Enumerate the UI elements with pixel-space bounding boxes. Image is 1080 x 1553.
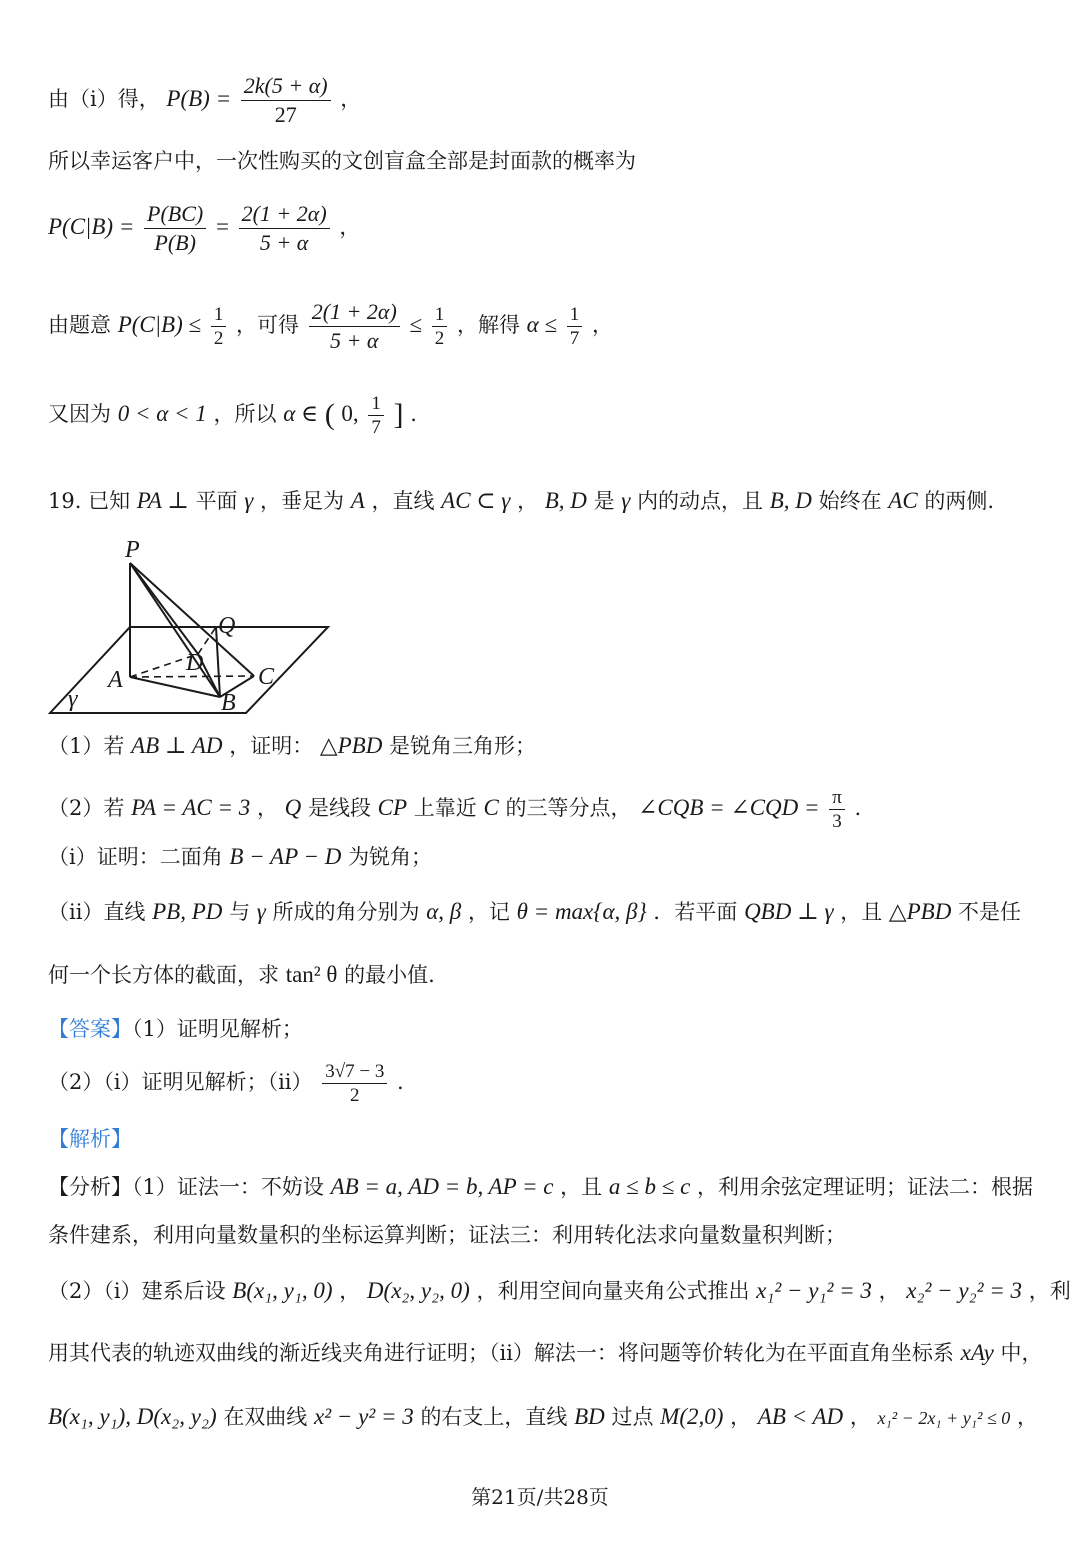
left-paren: ( <box>324 398 335 431</box>
solution-line-1 <box>48 72 361 129</box>
math-expr: PA ⊥ <box>136 488 189 513</box>
text: ， <box>730 1405 752 1429</box>
label-P: P <box>125 537 140 563</box>
solution-line-4 <box>48 298 613 355</box>
math-expr: M(2,0) <box>660 1404 724 1429</box>
math-expr: AB = a, AD = b, AP = c <box>330 1174 554 1199</box>
right-bracket: ] <box>393 398 404 431</box>
text: ，记 <box>467 900 510 924</box>
text: 不是任 <box>958 900 1021 924</box>
math-expr: α, β <box>426 899 462 924</box>
math-expr: θ = max{α, β} <box>516 899 647 924</box>
text: 在双曲线 <box>223 1405 308 1429</box>
fraction <box>567 303 583 350</box>
edge-AC-dashed <box>130 676 254 677</box>
fraction <box>211 303 227 350</box>
math-expr: P(C|B) ≤ <box>117 312 202 337</box>
math-expr: AB ⊥ AD <box>131 733 223 758</box>
text: （1）证明见解析； <box>132 1017 303 1041</box>
question-part-2-i <box>48 842 432 872</box>
text: 何一个长方体的截面，求 <box>48 963 279 987</box>
math-expr: B, D <box>769 488 812 513</box>
text: ，可得 <box>236 313 300 337</box>
fraction <box>241 72 331 129</box>
math-expr: BD <box>574 1404 605 1429</box>
text: ， <box>878 1279 900 1303</box>
question-part-1 <box>48 731 536 761</box>
text: （ii）直线 <box>48 900 146 924</box>
text: ， <box>339 1279 361 1303</box>
fenxi-line-1 <box>48 1172 1033 1202</box>
fraction-numerator: 2k(5 + α) <box>243 73 328 98</box>
math-expr: A <box>350 488 365 513</box>
math-expr: B − AP − D <box>229 844 342 869</box>
question-part-2 <box>48 786 861 833</box>
fraction-denominator: 7 <box>368 415 384 439</box>
fenxi-tag: 【分析】 <box>48 1175 132 1199</box>
fenxi-line-5 <box>48 1402 1038 1433</box>
math-expr: x₁² − y₁² = 3 <box>756 1278 872 1303</box>
math-expr: = <box>215 214 229 239</box>
text: （2）（i）建系后设 <box>48 1279 226 1303</box>
math-expr: CP <box>377 795 408 820</box>
fenxi-line-4 <box>48 1338 1043 1368</box>
text: 平面 <box>195 489 238 513</box>
fraction-numerator: 2(1 + 2α) <box>241 201 327 226</box>
label-D: D <box>186 650 204 676</box>
text: ，且 <box>840 900 883 924</box>
fraction-denominator: 3 <box>829 809 845 833</box>
text: ，垂足为 <box>260 489 345 513</box>
math-expr: x₂² − y₂² = 3 <box>906 1278 1023 1303</box>
math-expr: B(x₁, y₁, 0) <box>232 1278 333 1303</box>
text: 是线段 <box>307 796 371 820</box>
math-expr: γ <box>244 488 254 513</box>
text: ， <box>256 796 278 820</box>
math-expr: Q <box>284 795 302 820</box>
text: 上靠近 <box>413 796 477 820</box>
text: 条件建系，利用向量数量积的坐标运算判断；证法三：利用转化法求向量数量积判断； <box>48 1223 846 1247</box>
text: ，解得 <box>456 313 520 337</box>
text: （2）若 <box>48 796 125 820</box>
text: . <box>410 402 417 426</box>
text: . <box>397 1070 404 1094</box>
math-expr: α ≤ <box>526 312 558 337</box>
text: 由（i）得， <box>48 87 160 111</box>
text: ，所以 <box>213 402 277 426</box>
text: 是锐角三角形； <box>389 734 537 758</box>
text: ，利用空间向量夹角公式推出 <box>476 1279 750 1303</box>
text: ， <box>517 489 539 513</box>
label-gamma: γ <box>68 686 78 712</box>
math-expr: 0 < α < 1 <box>117 401 207 426</box>
fraction-numerator: 1 <box>371 393 381 414</box>
text: 由题意 <box>48 313 111 337</box>
fraction <box>829 786 845 833</box>
fenxi-line-3 <box>48 1276 1071 1306</box>
edge-PD <box>130 563 198 654</box>
fraction-denominator: 2 <box>322 1083 387 1107</box>
text: 用其代表的轨迹双曲线的渐近线夹角进行证明；（ii）解法一：将问题等价转化为在平面直角坐标系 <box>48 1341 954 1365</box>
fenxi-line-2 <box>48 1220 846 1250</box>
text: 始终在 <box>818 489 882 513</box>
math-expr: PA = AC = 3 <box>131 795 251 820</box>
text: ， <box>1016 1405 1038 1429</box>
math-expr: x² − y² = 3 <box>314 1404 414 1429</box>
math-expr: QBD ⊥ γ <box>744 899 834 924</box>
fraction <box>309 298 400 355</box>
math-expr: P(C|B) = <box>48 214 135 239</box>
fraction <box>322 1060 387 1107</box>
text: ．若平面 <box>653 900 738 924</box>
fraction <box>368 392 384 439</box>
text: ， <box>849 1405 871 1429</box>
geometry-figure <box>40 530 340 720</box>
fraction-numerator: 1 <box>213 304 224 325</box>
math-expr: B, D <box>544 488 587 513</box>
analysis-tag: 【解析】 <box>48 1127 132 1151</box>
question-part-2-ii-cont <box>48 960 435 990</box>
math-expr: x₁² − 2x₁ + y₁² ≤ 0 <box>877 1408 1011 1428</box>
fraction-numerator: 1 <box>434 304 445 325</box>
label-C: C <box>258 664 275 690</box>
fraction-denominator: 27 <box>241 100 331 129</box>
text: 所成的角分别为 <box>272 900 420 924</box>
text: ，利 <box>1028 1279 1071 1303</box>
text: 的三等分点， <box>505 796 632 820</box>
text: 的最小值. <box>344 963 435 987</box>
answer-line-1 <box>48 1014 303 1044</box>
fraction-numerator: 1 <box>569 304 580 325</box>
fraction-denominator: P(B) <box>144 228 206 257</box>
label-A: A <box>108 667 123 693</box>
math-expr: 0, <box>341 401 359 426</box>
analysis-heading <box>48 1124 132 1154</box>
answer-tag: 【答案】 <box>48 1017 132 1041</box>
fraction <box>239 200 330 257</box>
math-expr: B(x₁, y₁), D(x₂, y₂) <box>48 1404 217 1429</box>
math-expr: γ <box>256 899 266 924</box>
fraction-denominator: 2 <box>432 326 448 350</box>
text: 所以幸运客户中，一次性购买的文创盲盒全部是封面款的概率为 <box>48 149 636 173</box>
math-expr: AB < AD <box>757 1404 844 1429</box>
text: （1）若 <box>48 734 125 758</box>
math-expr: ≤ <box>409 312 423 337</box>
fraction-numerator: P(BC) <box>147 201 204 226</box>
math-expr: PB, PD <box>152 899 223 924</box>
question-part-2-ii <box>48 897 1021 927</box>
text: ， <box>339 215 361 239</box>
text: （1）证法一：不妨设 <box>132 1175 324 1199</box>
math-expr: △PBD <box>888 899 952 924</box>
math-expr: xAy <box>960 1340 994 1365</box>
text: 是 <box>593 489 615 513</box>
text: 过点 <box>611 1405 654 1429</box>
fraction-denominator: 2 <box>211 326 227 350</box>
text: 内的动点，且 <box>637 489 764 513</box>
text: 为锐角； <box>348 845 433 869</box>
text: 中， <box>1000 1341 1043 1365</box>
label-B: B <box>221 690 236 716</box>
text: 与 <box>229 900 251 924</box>
math-expr: P(B) = <box>166 86 232 111</box>
fraction-numerator: π <box>832 787 842 808</box>
question-19-stem <box>48 486 994 516</box>
text: 的右支上，直线 <box>420 1405 568 1429</box>
text: 又因为 <box>48 402 111 426</box>
math-expr: D(x₂, y₂, 0) <box>366 1278 470 1303</box>
fraction-denominator: 5 + α <box>309 326 400 355</box>
math-expr: C <box>483 795 499 820</box>
solution-line-3 <box>48 200 360 257</box>
text: ，证明： <box>229 734 314 758</box>
answer-line-2 <box>48 1060 404 1107</box>
fraction-numerator: 2(1 + 2α) <box>311 299 397 324</box>
text: ， <box>591 313 613 337</box>
text: ，且 <box>560 1175 603 1199</box>
math-expr: tan² θ <box>285 962 338 987</box>
text: ， <box>340 87 362 111</box>
text: ，直线 <box>371 489 435 513</box>
math-expr: a ≤ b ≤ c <box>608 1174 691 1199</box>
fraction-numerator: 3√7 − 3 <box>325 1061 385 1082</box>
math-expr: ∠CQB = ∠CQD = <box>638 795 820 820</box>
label-Q: Q <box>218 613 236 639</box>
fraction-denominator: 5 + α <box>239 228 330 257</box>
page-footer: 第21页/共28页 <box>471 1485 609 1509</box>
fraction <box>432 303 448 350</box>
math-expr: AC ⊂ γ <box>441 488 511 513</box>
text: （2）（i）证明见解析；（ii） <box>48 1070 313 1094</box>
solution-line-2 <box>48 146 636 176</box>
fraction <box>144 200 206 257</box>
text: （i）证明：二面角 <box>48 845 223 869</box>
math-expr: △PBD <box>319 733 383 758</box>
fraction-denominator: 7 <box>567 326 583 350</box>
text: ，利用余弦定理证明；证法二：根据 <box>696 1175 1033 1199</box>
math-expr: α ∈ <box>283 401 319 426</box>
text: . <box>854 796 862 820</box>
math-expr: γ <box>621 488 631 513</box>
solution-line-5 <box>48 392 417 439</box>
text: 19. 已知 <box>48 489 131 513</box>
math-expr: AC <box>888 488 918 513</box>
text: 的两侧. <box>924 489 995 513</box>
edge-AB <box>130 677 220 697</box>
